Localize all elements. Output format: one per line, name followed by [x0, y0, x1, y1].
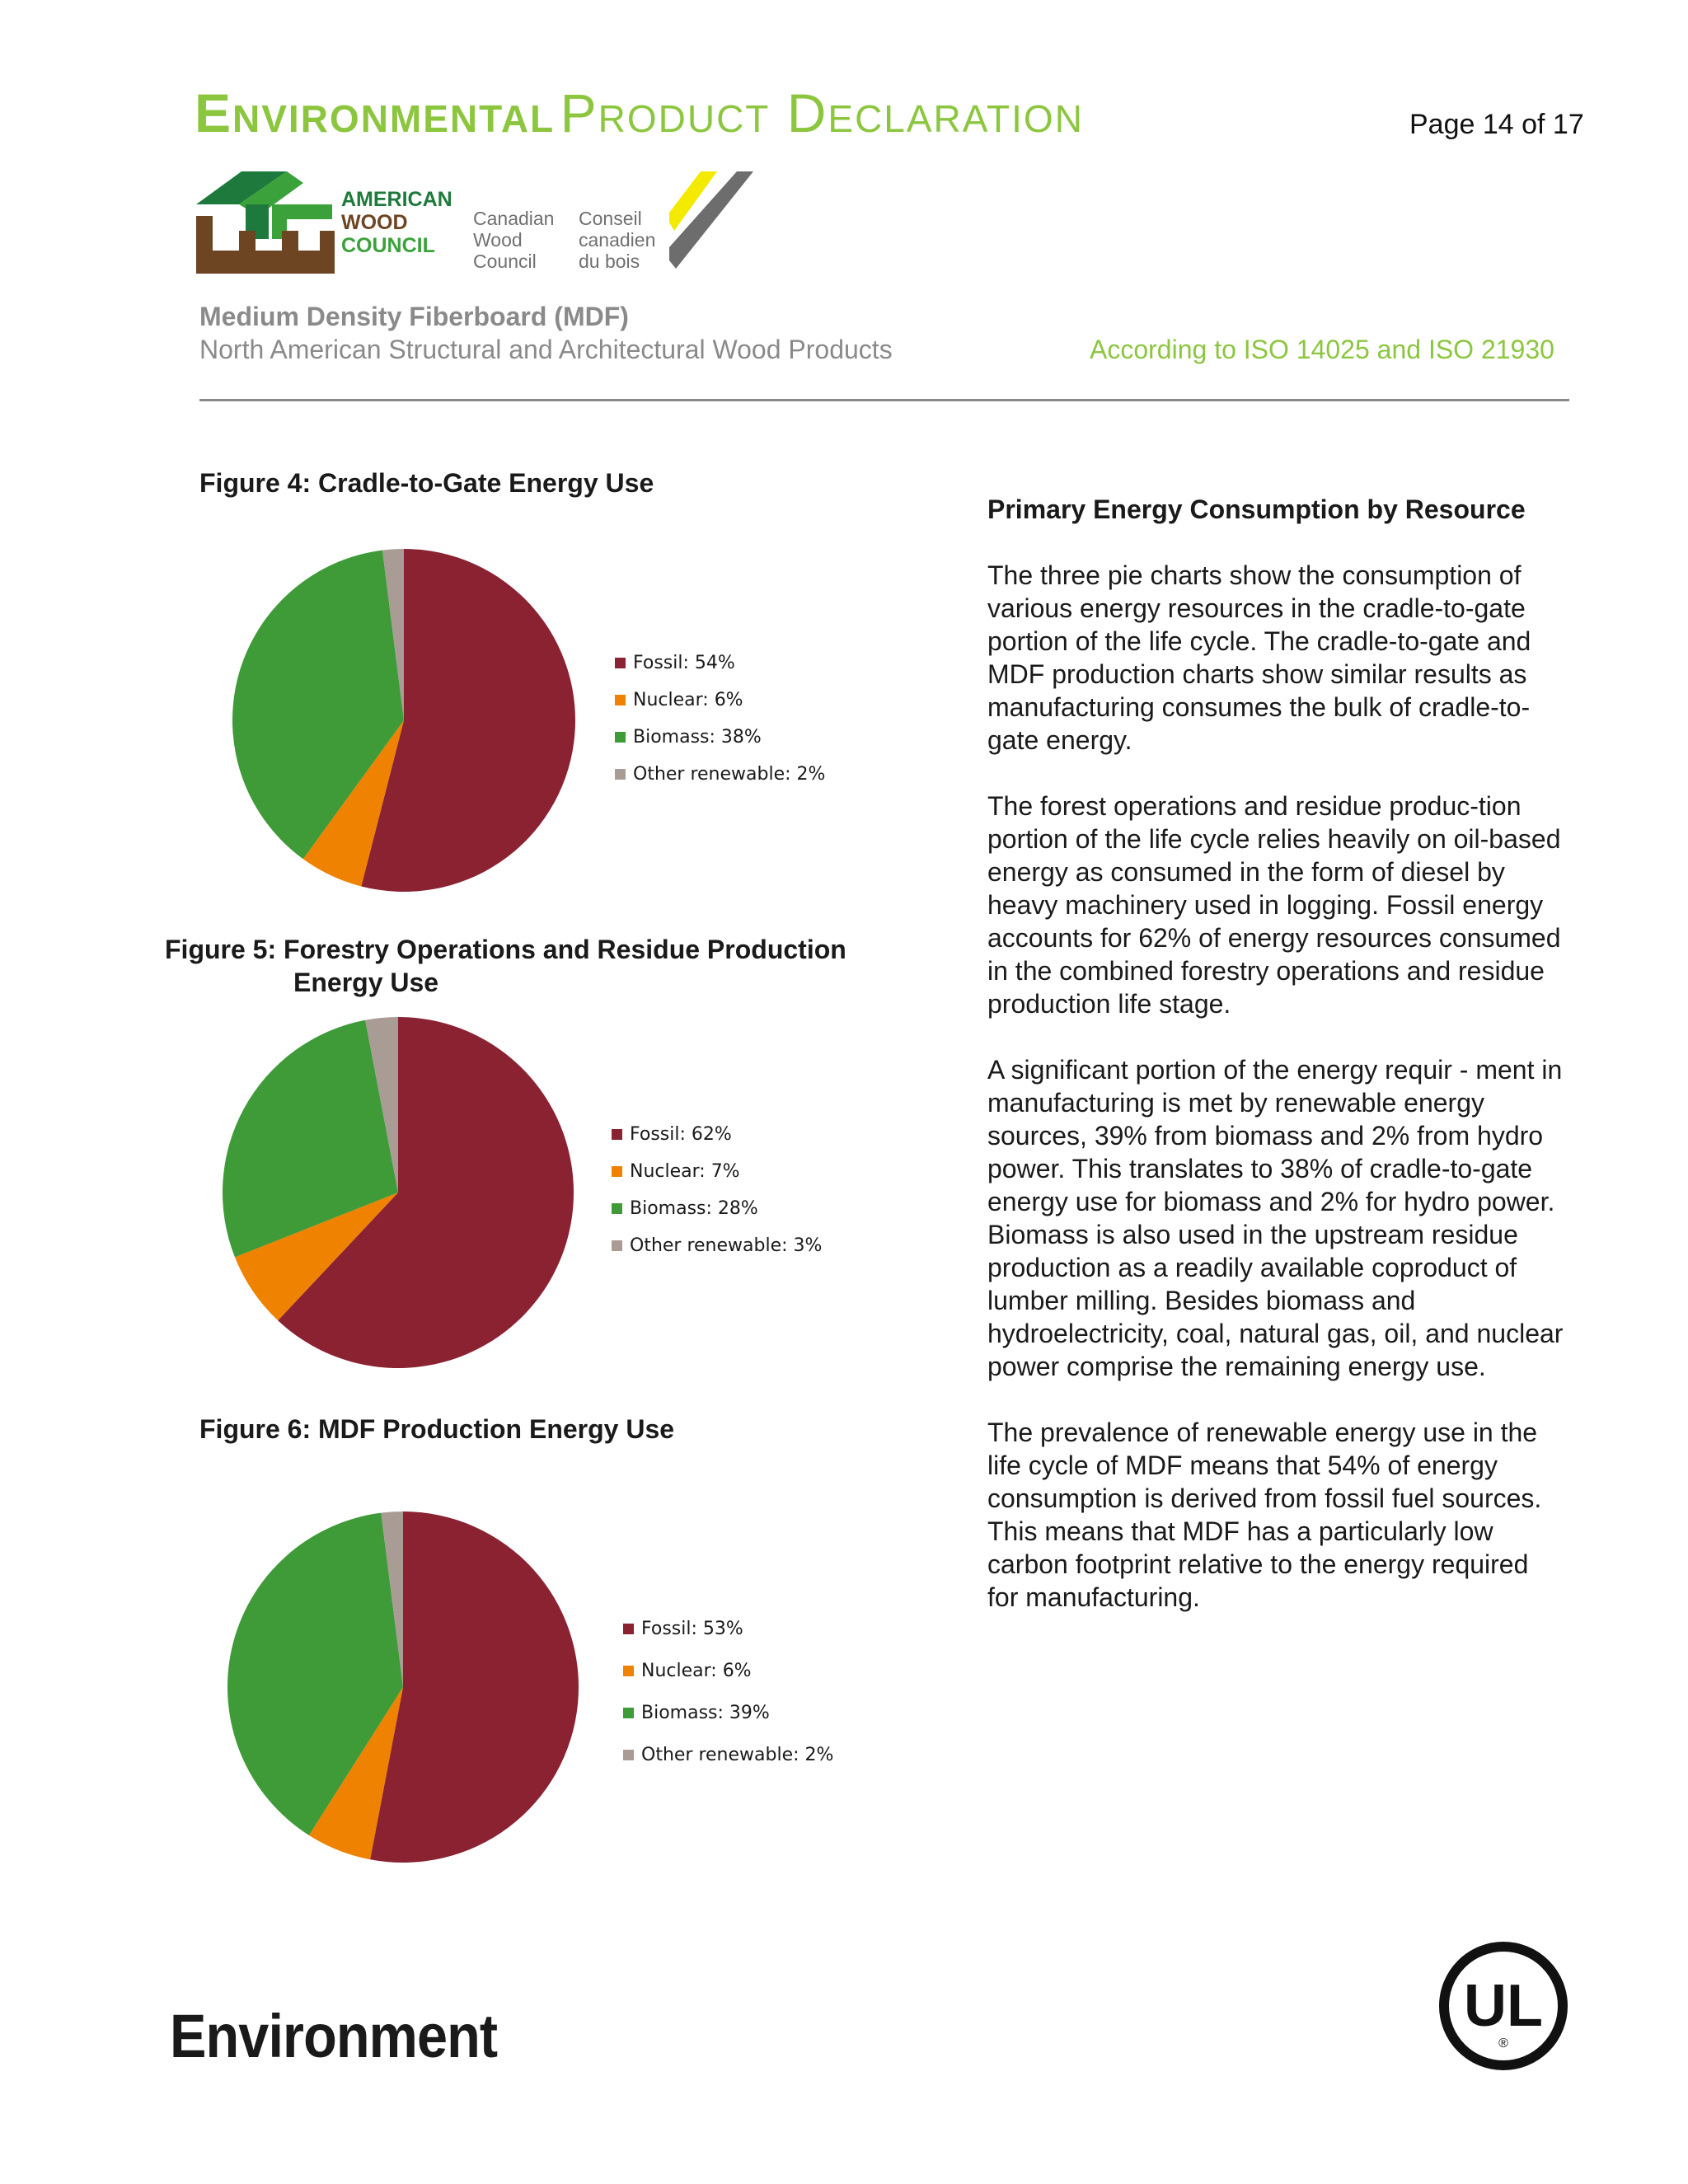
ul-logo-icon [1437, 1940, 1569, 2072]
title-word-environmental: Environmental [195, 82, 556, 143]
body-paragraph-2: The forest operations and residue produc-tion portion of the life cycle relies heavily on oil-based energy as consumed in the form of diesel by heavy machinery used in logging. Fossil energy accounts for 62% of energy resources consumed in the combined forestry operations and residue production life stage. [987, 791, 1561, 1019]
legend-label: Biomass: 28% [630, 1198, 758, 1219]
legend-swatch-biomass [612, 1203, 622, 1214]
legend-label: Other renewable: 3% [630, 1235, 823, 1256]
figure-5-title-line-1: Figure 5: Forestry Operations and Residue Production [165, 935, 846, 964]
legend-swatch-nuclear [612, 1166, 622, 1177]
cwc-line-1: Canadian [473, 208, 555, 229]
legend-label: Fossil: 53% [641, 1619, 743, 1639]
ul-registered-mark: ® [1498, 2036, 1508, 2050]
ul-logo-text: UL [1464, 1973, 1543, 2039]
legend-item-other [623, 1745, 833, 1765]
legend-swatch-nuclear [615, 695, 626, 705]
legend-swatch-biomass [623, 1708, 634, 1718]
cwc-line-3: Council [473, 251, 537, 272]
legend-swatch-fossil [612, 1129, 622, 1140]
legend-label: Biomass: 38% [633, 727, 762, 748]
legend-label: Biomass: 39% [641, 1703, 770, 1723]
legend-item-nuclear [623, 1661, 752, 1681]
legend-swatch-other [623, 1750, 634, 1760]
cwc-wordmark [473, 208, 554, 272]
legend-item-biomass [612, 1198, 758, 1219]
ccb-line-3: du bois [579, 251, 640, 272]
legend-label: Nuclear: 7% [630, 1161, 740, 1182]
body-paragraph-3: A significant portion of the energy requir - ment in manufacturing is met by renewable energy sources, 39% from biomass and 2% from hydro power. This translates to 38% of cradle-to-gate energy use for biomass and 2% for hydro power. Biomass is also used in the upstream residue production as a readily available coproduct of lumber milling. Besides biomass and hydroelectricity, coal, natural gas, oil, and nuclear power comprise the remaining energy use. [987, 1055, 1564, 1381]
body-paragraph-1: The three pie charts show the consumption of various energy resources in the cradle-to-gate portion of the life cycle. The cradle-to-gate and MDF production charts show similar results as manufacturing consumes the bulk of cradle-to-gate energy. [987, 560, 1531, 755]
legend-item-fossil [615, 653, 735, 673]
cwc-line-2: Wood [473, 229, 523, 251]
section-heading: Primary Energy Consumption by Resource [987, 494, 1526, 524]
ccb-wordmark [579, 208, 655, 272]
legend-swatch-other [615, 769, 626, 780]
legend-item-nuclear [615, 690, 743, 710]
body-text-column [987, 493, 1564, 1647]
title-word-product-declaration: Product Declaration [560, 82, 1084, 143]
legend-item-other [615, 764, 825, 785]
legend-item-biomass [615, 727, 762, 748]
figure-5-pie-chart [221, 1015, 575, 1370]
awc-line-wood: WOOD [341, 211, 408, 234]
ccb-line-2: canadien [579, 229, 656, 251]
legend-item-biomass [623, 1703, 770, 1723]
legend-swatch-fossil [623, 1624, 634, 1634]
ccb-line-1: Conseil [579, 208, 642, 229]
page-number: Page 14 of 17 [1409, 109, 1584, 140]
figure-5-title-line-2: Energy Use [293, 968, 439, 997]
iso-note: According to ISO 14025 and ISO 21930 [1090, 335, 1554, 364]
legend-label: Nuclear: 6% [633, 690, 743, 710]
body-paragraph-4: The prevalence of renewable energy use in the life cycle of MDF means that 54% of energy consumption is derived from fossil fuel sources. This means that MDF has a particularly low carbon footprint relative to the energy required for manufacturing. [987, 1418, 1542, 1612]
awc-wordmark [341, 188, 452, 257]
legend-swatch-fossil [615, 658, 626, 668]
document-title [195, 82, 1084, 143]
product-subtitle: North American Structural and Architectural Wood Products [199, 335, 893, 364]
legend-item-fossil [612, 1124, 732, 1145]
product-name: Medium Density Fiberboard (MDF) [199, 302, 629, 331]
legend-swatch-other [612, 1240, 622, 1251]
legend-label: Fossil: 54% [633, 653, 735, 673]
legend-label: Other renewable: 2% [633, 764, 826, 785]
awc-line-council: COUNCIL [341, 234, 435, 257]
legend-label: Other renewable: 2% [641, 1745, 834, 1765]
environment-wordmark: Environment [170, 2002, 498, 2070]
legend-item-other [612, 1235, 822, 1256]
legend-swatch-nuclear [623, 1666, 634, 1676]
figure-6-title: Figure 6: MDF Production Energy Use [199, 1414, 675, 1444]
legend-item-fossil [623, 1619, 743, 1639]
figure-4-title: Figure 4: Cradle-to-Gate Energy Use [199, 468, 654, 498]
figure-4-pie-chart [231, 547, 577, 893]
cwc-stripes-icon [669, 171, 757, 269]
legend-item-nuclear [612, 1161, 740, 1182]
legend-swatch-biomass [615, 732, 626, 743]
american-wood-council-logo-icon [196, 171, 336, 274]
legend-label: Nuclear: 6% [641, 1661, 752, 1681]
awc-line-american: AMERICAN [341, 188, 452, 211]
figure-6-pie-chart [226, 1510, 580, 1864]
legend-label: Fossil: 62% [630, 1124, 732, 1145]
header-divider [199, 399, 1569, 401]
